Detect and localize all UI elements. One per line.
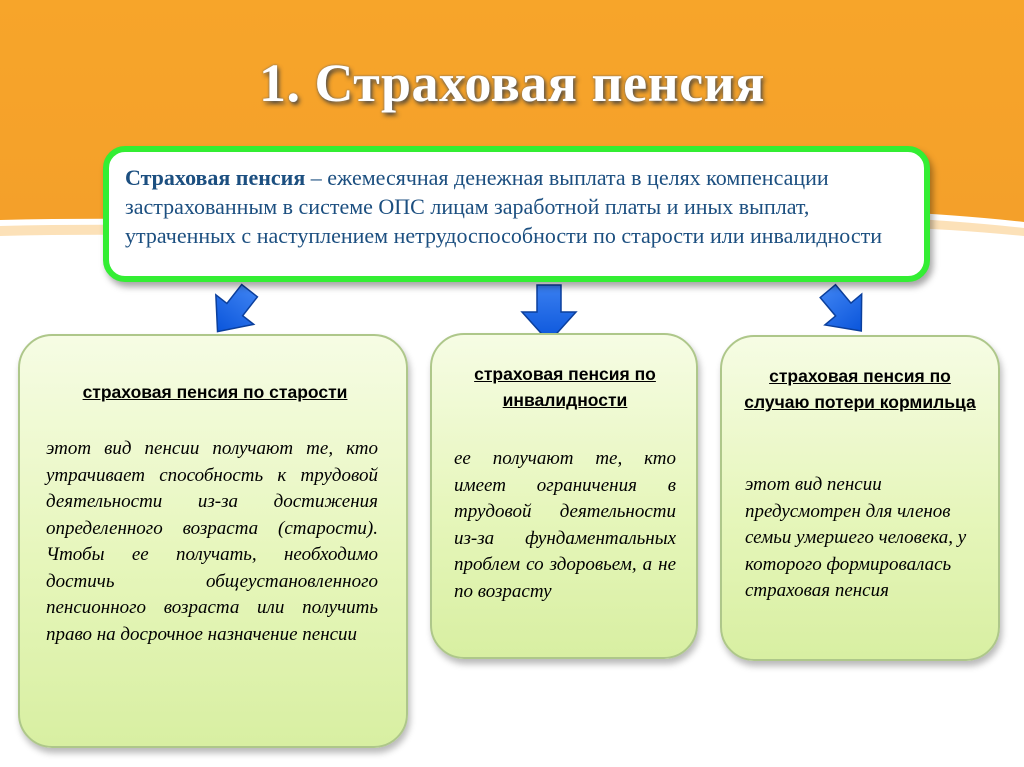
page-title: 1. Страховая пенсия	[259, 53, 765, 113]
card-old-age-body: этот вид пенсии получают те, кто утрачивает способность к трудовой деятельности из-за достижения определенного возраста (старости). Чтобы ее получать, необходимо достичь общеустановленного пенсионного возраста или получить право на досрочное назначение пенсии	[46, 438, 378, 645]
definition-box	[103, 146, 930, 282]
card-disability-heading: страховая пенсия по инвалидности	[474, 364, 656, 410]
definition-term: Страховая пенсия	[125, 165, 306, 190]
card-survivor-body: этот вид пенсии предусмотрен для членов семьи умершего человека, у которого формировалась страховая пенсия	[745, 474, 967, 601]
card-disability-body: ее получают те, кто имеет ограничения в трудовой деятельности из-за фундаментальных проблем со здоровьем, а не по возрасту	[454, 448, 676, 602]
card-old-age-heading: страховая пенсия по старости	[82, 382, 348, 402]
card-survivor-heading: страховая пенсия по случаю потери кормильца	[744, 366, 976, 412]
definition-text: – ежемесячная денежная выплата в целях компенсации застрахованным в системе ОПС лицам заработной платы и иных выплат, утраченных с наступлением нетрудоспособности по старости или инвалидности	[125, 165, 883, 248]
